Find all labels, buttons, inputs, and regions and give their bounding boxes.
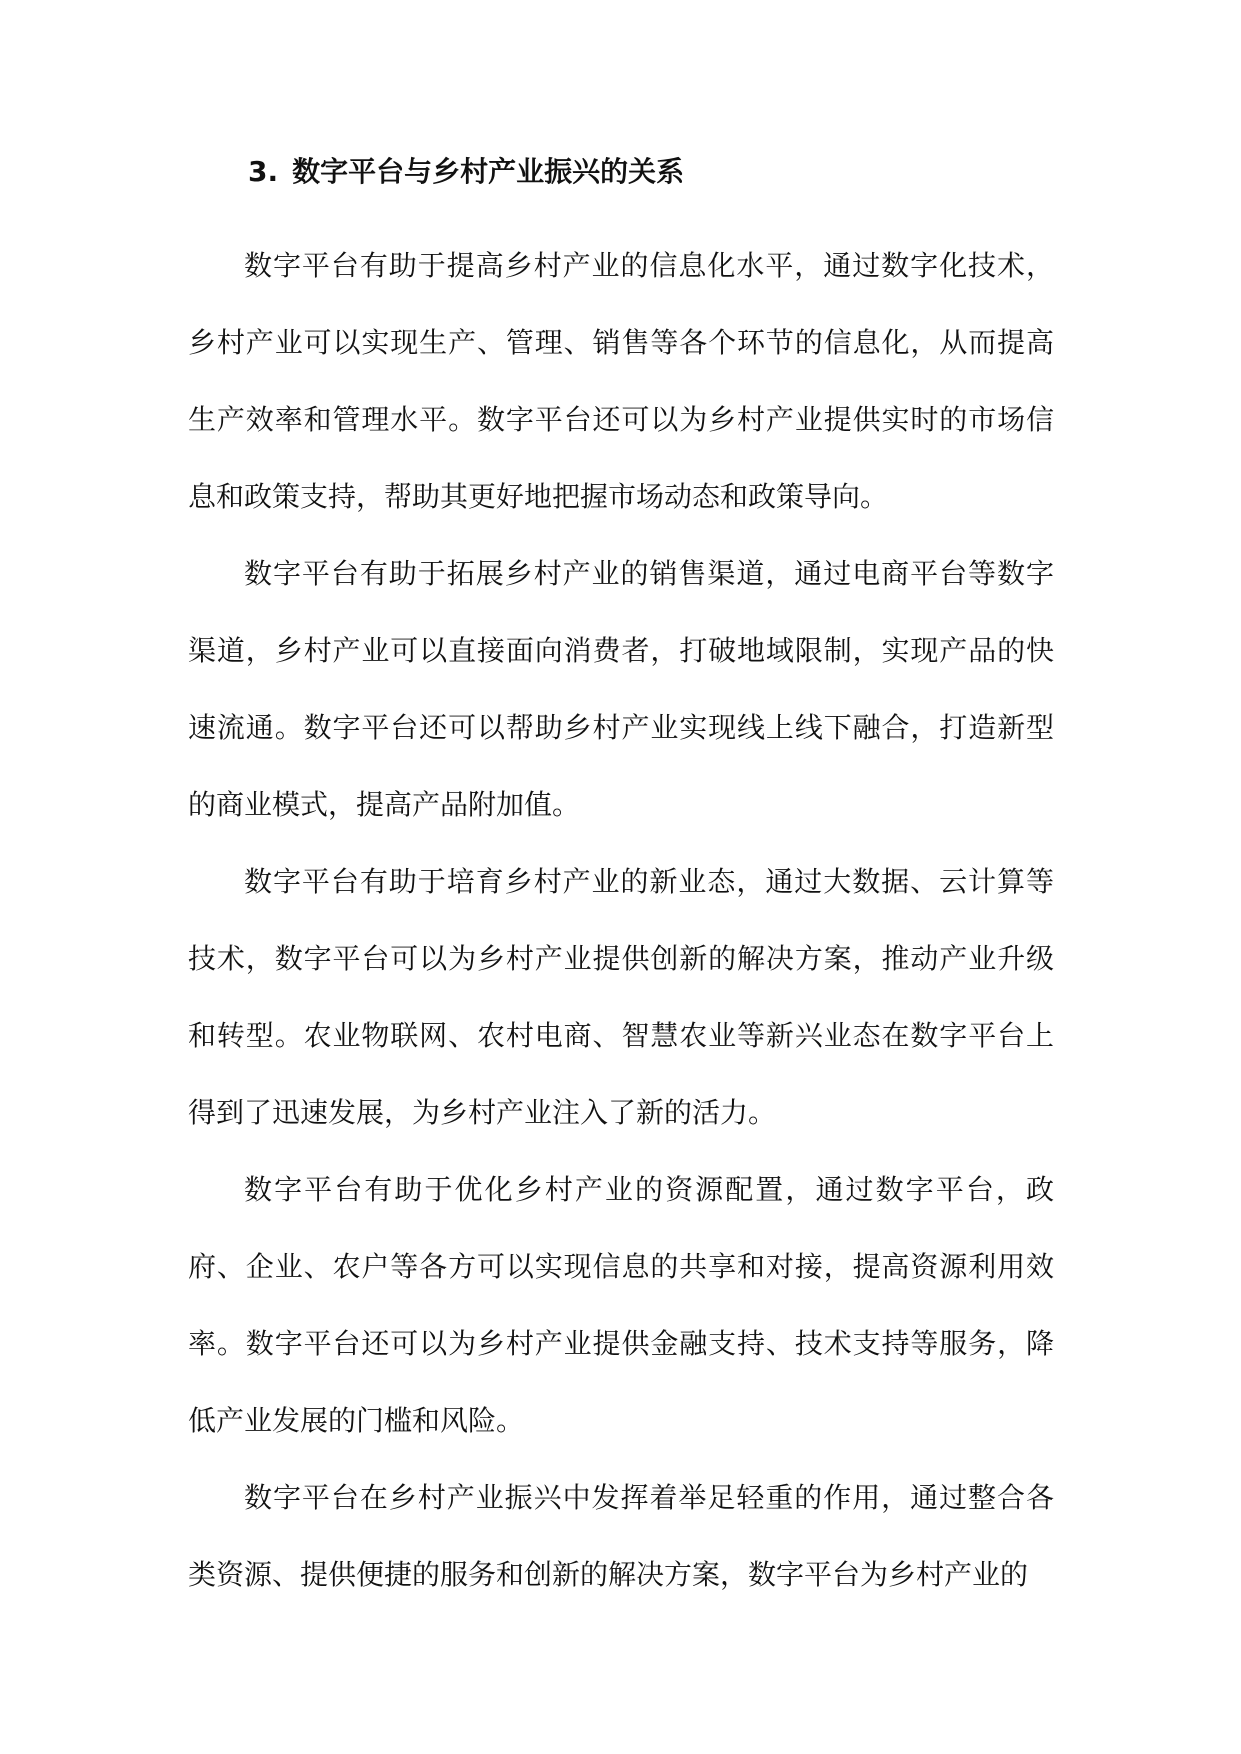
paragraph-sales-channels: 数字平台有助于拓展乡村产业的销售渠道，通过电商平台等数字渠道，乡村产业可以直接面向消费者，打破地域限制，实现产品的快速流通。数字平台还可以帮助乡村产业实现线上线下融合，打造新型的商业模式，提高产品附加值。 [188,557,1054,821]
paragraph-resource-allocation: 数字平台有助于优化乡村产业的资源配置，通过数字平台，政府、企业、农户等各方可以实现信息的共享和对接，提高资源利用效率。数字平台还可以为乡村产业提供金融支持、技术支持等服务，降低产业发展的门槛和风险。 [188,1173,1054,1437]
page-content [188,150,1054,1613]
section-title: 数字平台与乡村产业振兴的关系 [292,155,685,188]
paragraph-conclusion: 数字平台在乡村产业振兴中发挥着举足轻重的作用，通过整合各类资源、提供便捷的服务和创新的解决方案，数字平台为乡村产业的 [188,1481,1054,1591]
section-heading [248,150,1054,227]
section-number: 3. [248,155,279,188]
paragraph-new-business: 数字平台有助于培育乡村产业的新业态，通过大数据、云计算等技术，数字平台可以为乡村产业提供创新的解决方案，推动产业升级和转型。农业物联网、农村电商、智慧农业等新兴业态在数字平台上得到了迅速发展，为乡村产业注入了新的活力。 [188,865,1054,1129]
paragraph-information: 数字平台有助于提高乡村产业的信息化水平，通过数字化技术，乡村产业可以实现生产、管理、销售等各个环节的信息化，从而提高生产效率和管理水平。数字平台还可以为乡村产业提供实时的市场信息和政策支持，帮助其更好地把握市场动态和政策导向。 [188,249,1054,513]
